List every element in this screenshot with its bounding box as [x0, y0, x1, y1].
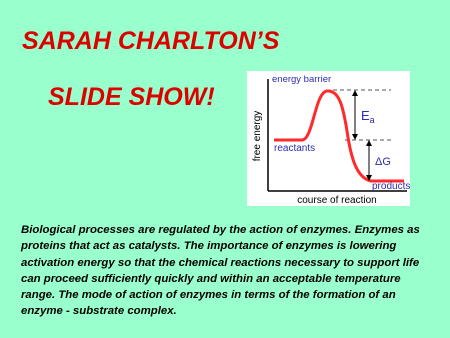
- ea-label-sub: a: [369, 115, 375, 125]
- energy-diagram: [247, 71, 410, 206]
- ea-label: [361, 108, 375, 125]
- ea-arrow-head-up: [352, 90, 358, 96]
- products-label: products: [372, 181, 410, 192]
- reactants-label: reactants: [274, 143, 316, 154]
- ea-arrow-head-down: [352, 134, 358, 140]
- description-paragraph: Biological processes are regulated by the action of enzymes. Enzymes as proteins that act as catalysts. The importance of enzymes is lowering activation energy so that the chemical reactions necessary to support life can proceed sufficiently quickly and within an acceptable temperature range. The mode of action of enzymes in terms of the formation of an enzyme - substrate complex.: [21, 224, 420, 318]
- delta-g-arrow-head-up: [366, 140, 372, 146]
- y-axis-label: free energy: [252, 110, 263, 162]
- energy-barrier-label: energy barrier: [272, 74, 332, 85]
- slide-title-line-1: SARAH CHARLTON’S: [22, 27, 280, 55]
- x-axis-label: course of reaction: [297, 195, 377, 206]
- delta-g-label: ΔG: [375, 156, 391, 168]
- ea-label-main: E: [361, 108, 370, 123]
- slide-title-line-2: SLIDE SHOW!: [48, 83, 215, 111]
